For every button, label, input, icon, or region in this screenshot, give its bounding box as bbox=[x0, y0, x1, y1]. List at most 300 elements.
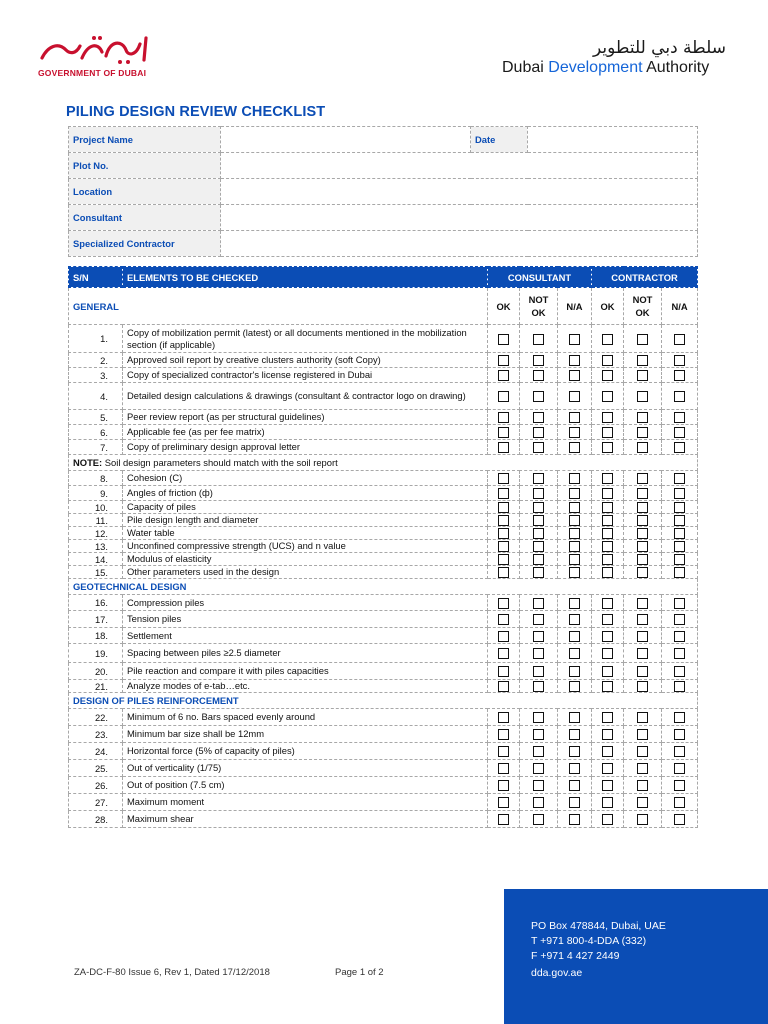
consultant-ok-checkbox[interactable] bbox=[498, 502, 509, 513]
contractor-na-checkbox[interactable] bbox=[674, 681, 685, 692]
consultant-not-ok-cell bbox=[520, 794, 558, 811]
location-field[interactable] bbox=[221, 179, 698, 205]
contractor-ok-checkbox[interactable] bbox=[602, 554, 613, 565]
item-text: Applicable fee (as per fee matrix) bbox=[123, 425, 488, 440]
consultant-not-ok-checkbox[interactable] bbox=[533, 614, 544, 625]
consultant-ok-checkbox[interactable] bbox=[498, 427, 509, 438]
contractor-not-ok-checkbox[interactable] bbox=[637, 729, 648, 740]
checklist-table bbox=[68, 266, 698, 828]
contractor-ok-checkbox[interactable] bbox=[602, 528, 613, 539]
consultant-na-cell bbox=[558, 540, 592, 553]
item-text: Out of position (7.5 cm) bbox=[123, 777, 488, 794]
consultant-na-checkbox[interactable] bbox=[569, 473, 580, 484]
table-row bbox=[69, 368, 698, 383]
consultant-not-ok-checkbox[interactable] bbox=[533, 631, 544, 642]
contractor-not-ok-cell bbox=[624, 471, 662, 486]
item-sn: 2. bbox=[69, 353, 123, 368]
consultant-ok-checkbox[interactable] bbox=[498, 631, 509, 642]
consultant-ok-cell bbox=[488, 325, 520, 353]
consultant-na-cell bbox=[558, 553, 592, 566]
contractor-ok-checkbox[interactable] bbox=[602, 729, 613, 740]
contractor-na-checkbox[interactable] bbox=[674, 648, 685, 659]
consultant-ok-checkbox[interactable] bbox=[498, 554, 509, 565]
consultant-not-ok-checkbox[interactable] bbox=[533, 567, 544, 578]
contractor-not-ok-cell bbox=[624, 777, 662, 794]
contractor-na-checkbox[interactable] bbox=[674, 442, 685, 453]
contractor-na-cell bbox=[662, 663, 698, 680]
contractor-header: CONTRACTOR bbox=[592, 267, 698, 288]
consultant-na-cell bbox=[558, 595, 592, 611]
contractor-na-checkbox[interactable] bbox=[674, 729, 685, 740]
item-sn: 9. bbox=[69, 486, 123, 501]
item-sn: 25. bbox=[69, 760, 123, 777]
contractor-ok-checkbox[interactable] bbox=[602, 334, 613, 345]
item-sn: 16. bbox=[69, 595, 123, 611]
contractor-option-not-ok: NOT OK bbox=[624, 288, 662, 325]
consultant-ok-checkbox[interactable] bbox=[498, 515, 509, 526]
specialized-contractor-field[interactable] bbox=[221, 231, 698, 257]
contractor-na-checkbox[interactable] bbox=[674, 598, 685, 609]
consultant-ok-checkbox[interactable] bbox=[498, 334, 509, 345]
table-row bbox=[69, 514, 698, 527]
government-of-dubai-text: GOVERNMENT OF DUBAI bbox=[38, 68, 147, 78]
table-row bbox=[69, 527, 698, 540]
contractor-not-ok-checkbox[interactable] bbox=[637, 746, 648, 757]
item-sn: 8. bbox=[69, 471, 123, 486]
table-row bbox=[69, 501, 698, 514]
consultant-not-ok-checkbox[interactable] bbox=[533, 355, 544, 366]
consultant-ok-checkbox[interactable] bbox=[498, 729, 509, 740]
government-of-dubai-arabic-logo bbox=[36, 32, 154, 66]
consultant-ok-checkbox[interactable] bbox=[498, 681, 509, 692]
consultant-not-ok-cell bbox=[520, 743, 558, 760]
consultant-ok-checkbox[interactable] bbox=[498, 567, 509, 578]
item-text: Maximum shear bbox=[123, 811, 488, 828]
contractor-ok-cell bbox=[592, 527, 624, 540]
contractor-not-ok-checkbox[interactable] bbox=[637, 681, 648, 692]
dda-name-development: Development bbox=[548, 59, 643, 76]
item-sn: 4. bbox=[69, 383, 123, 410]
contractor-na-checkbox[interactable] bbox=[674, 814, 685, 825]
consultant-ok-checkbox[interactable] bbox=[498, 712, 509, 723]
item-text: Other parameters used in the design bbox=[123, 566, 488, 579]
contractor-not-ok-checkbox[interactable] bbox=[637, 427, 648, 438]
consultant-ok-checkbox[interactable] bbox=[498, 473, 509, 484]
consultant-na-checkbox[interactable] bbox=[569, 502, 580, 513]
contractor-not-ok-cell bbox=[624, 383, 662, 410]
contractor-ok-checkbox[interactable] bbox=[602, 598, 613, 609]
contractor-na-checkbox[interactable] bbox=[674, 515, 685, 526]
section-piles-reinforcement: DESIGN OF PILES REINFORCEMENT bbox=[69, 693, 698, 709]
consultant-not-ok-cell bbox=[520, 760, 558, 777]
consultant-na-checkbox[interactable] bbox=[569, 391, 580, 402]
consultant-na-cell bbox=[558, 644, 592, 663]
contractor-not-ok-checkbox[interactable] bbox=[637, 442, 648, 453]
contractor-not-ok-checkbox[interactable] bbox=[637, 814, 648, 825]
contractor-not-ok-cell bbox=[624, 709, 662, 726]
contractor-ok-checkbox[interactable] bbox=[602, 780, 613, 791]
table-row bbox=[69, 644, 698, 663]
consultant-na-cell bbox=[558, 501, 592, 514]
contractor-ok-checkbox[interactable] bbox=[602, 502, 613, 513]
dda-english-name bbox=[502, 59, 709, 77]
contractor-ok-cell bbox=[592, 325, 624, 353]
consultant-not-ok-checkbox[interactable] bbox=[533, 502, 544, 513]
contractor-not-ok-cell bbox=[624, 628, 662, 644]
consultant-ok-checkbox[interactable] bbox=[498, 541, 509, 552]
contractor-not-ok-checkbox[interactable] bbox=[637, 370, 648, 381]
consultant-na-checkbox[interactable] bbox=[569, 442, 580, 453]
consultant-not-ok-checkbox[interactable] bbox=[533, 780, 544, 791]
consultant-not-ok-checkbox[interactable] bbox=[533, 598, 544, 609]
contractor-ok-checkbox[interactable] bbox=[602, 488, 613, 499]
contractor-ok-checkbox[interactable] bbox=[602, 541, 613, 552]
consultant-ok-checkbox[interactable] bbox=[498, 391, 509, 402]
contractor-na-checkbox[interactable] bbox=[674, 746, 685, 757]
consultant-na-checkbox[interactable] bbox=[569, 412, 580, 423]
consultant-ok-cell bbox=[488, 811, 520, 828]
contractor-na-cell bbox=[662, 644, 698, 663]
consultant-not-ok-checkbox[interactable] bbox=[533, 528, 544, 539]
consultant-ok-checkbox[interactable] bbox=[498, 370, 509, 381]
table-row bbox=[69, 486, 698, 501]
consultant-na-checkbox[interactable] bbox=[569, 797, 580, 808]
consultant-ok-cell bbox=[488, 566, 520, 579]
contractor-na-checkbox[interactable] bbox=[674, 554, 685, 565]
contractor-na-checkbox[interactable] bbox=[674, 797, 685, 808]
consultant-ok-checkbox[interactable] bbox=[498, 614, 509, 625]
table-row bbox=[69, 553, 698, 566]
consultant-na-checkbox[interactable] bbox=[569, 370, 580, 381]
contractor-na-checkbox[interactable] bbox=[674, 631, 685, 642]
contractor-not-ok-checkbox[interactable] bbox=[637, 554, 648, 565]
consultant-ok-cell bbox=[488, 726, 520, 743]
contractor-na-checkbox[interactable] bbox=[674, 541, 685, 552]
consultant-not-ok-checkbox[interactable] bbox=[533, 814, 544, 825]
table-row bbox=[69, 410, 698, 425]
item-sn: 15. bbox=[69, 566, 123, 579]
contractor-na-checkbox[interactable] bbox=[674, 473, 685, 484]
contractor-not-ok-checkbox[interactable] bbox=[637, 666, 648, 677]
plot-no-field[interactable] bbox=[221, 153, 698, 179]
contractor-not-ok-cell bbox=[624, 325, 662, 353]
consultant-not-ok-cell bbox=[520, 368, 558, 383]
consultant-not-ok-checkbox[interactable] bbox=[533, 391, 544, 402]
contractor-ok-cell bbox=[592, 368, 624, 383]
contractor-na-checkbox[interactable] bbox=[674, 355, 685, 366]
contractor-not-ok-checkbox[interactable] bbox=[637, 488, 648, 499]
consultant-not-ok-checkbox[interactable] bbox=[533, 797, 544, 808]
consultant-header: CONSULTANT bbox=[488, 267, 592, 288]
contractor-ok-checkbox[interactable] bbox=[602, 648, 613, 659]
consultant-not-ok-cell bbox=[520, 440, 558, 455]
consultant-na-checkbox[interactable] bbox=[569, 814, 580, 825]
consultant-not-ok-checkbox[interactable] bbox=[533, 666, 544, 677]
contractor-not-ok-cell bbox=[624, 368, 662, 383]
consultant-not-ok-checkbox[interactable] bbox=[533, 473, 544, 484]
consultant-na-checkbox[interactable] bbox=[569, 567, 580, 578]
contractor-not-ok-checkbox[interactable] bbox=[637, 567, 648, 578]
consultant-na-cell bbox=[558, 726, 592, 743]
contractor-not-ok-checkbox[interactable] bbox=[637, 515, 648, 526]
consultant-na-checkbox[interactable] bbox=[569, 712, 580, 723]
item-text: Pile design length and diameter bbox=[123, 514, 488, 527]
item-text: Peer review report (as per structural guidelines) bbox=[123, 410, 488, 425]
item-sn: 13. bbox=[69, 540, 123, 553]
item-sn: 11. bbox=[69, 514, 123, 527]
note-text: Soil design parameters should match with the soil report bbox=[102, 457, 338, 468]
consultant-na-checkbox[interactable] bbox=[569, 746, 580, 757]
contractor-not-ok-cell bbox=[624, 440, 662, 455]
consultant-na-checkbox[interactable] bbox=[569, 528, 580, 539]
contractor-not-ok-cell bbox=[624, 663, 662, 680]
consultant-na-checkbox[interactable] bbox=[569, 614, 580, 625]
contractor-not-ok-checkbox[interactable] bbox=[637, 391, 648, 402]
consultant-na-checkbox[interactable] bbox=[569, 729, 580, 740]
contractor-option-ok: OK bbox=[592, 288, 624, 325]
contractor-ok-cell bbox=[592, 611, 624, 628]
consultant-na-cell bbox=[558, 628, 592, 644]
item-text: Modulus of elasticity bbox=[123, 553, 488, 566]
contractor-na-checkbox[interactable] bbox=[674, 412, 685, 423]
contractor-not-ok-cell bbox=[624, 566, 662, 579]
consultant-not-ok-checkbox[interactable] bbox=[533, 515, 544, 526]
contractor-na-checkbox[interactable] bbox=[674, 488, 685, 499]
consultant-na-checkbox[interactable] bbox=[569, 355, 580, 366]
consultant-not-ok-checkbox[interactable] bbox=[533, 427, 544, 438]
contractor-ok-checkbox[interactable] bbox=[602, 614, 613, 625]
consultant-ok-checkbox[interactable] bbox=[498, 814, 509, 825]
consultant-na-checkbox[interactable] bbox=[569, 763, 580, 774]
government-of-dubai-logo bbox=[36, 32, 154, 82]
consultant-na-cell bbox=[558, 486, 592, 501]
consultant-na-checkbox[interactable] bbox=[569, 488, 580, 499]
consultant-ok-cell bbox=[488, 410, 520, 425]
table-row bbox=[69, 440, 698, 455]
contractor-ok-checkbox[interactable] bbox=[602, 797, 613, 808]
contractor-na-cell bbox=[662, 540, 698, 553]
contractor-na-cell bbox=[662, 777, 698, 794]
consultant-not-ok-cell bbox=[520, 553, 558, 566]
contractor-not-ok-cell bbox=[624, 680, 662, 693]
consultant-not-ok-checkbox[interactable] bbox=[533, 541, 544, 552]
table-row bbox=[69, 566, 698, 579]
project-info-table bbox=[68, 126, 698, 257]
consultant-ok-checkbox[interactable] bbox=[498, 780, 509, 791]
consultant-ok-checkbox[interactable] bbox=[498, 412, 509, 423]
consultant-not-ok-cell bbox=[520, 595, 558, 611]
consultant-na-checkbox[interactable] bbox=[569, 554, 580, 565]
consultant-na-checkbox[interactable] bbox=[569, 598, 580, 609]
consultant-ok-checkbox[interactable] bbox=[498, 488, 509, 499]
contractor-ok-checkbox[interactable] bbox=[602, 712, 613, 723]
consultant-not-ok-checkbox[interactable] bbox=[533, 712, 544, 723]
table-row bbox=[69, 743, 698, 760]
contractor-na-checkbox[interactable] bbox=[674, 567, 685, 578]
contractor-na-cell bbox=[662, 425, 698, 440]
consultant-ok-checkbox[interactable] bbox=[498, 666, 509, 677]
item-text: Settlement bbox=[123, 628, 488, 644]
consultant-not-ok-checkbox[interactable] bbox=[533, 334, 544, 345]
consultant-na-checkbox[interactable] bbox=[569, 427, 580, 438]
consultant-not-ok-checkbox[interactable] bbox=[533, 746, 544, 757]
section-geotechnical-design: GEOTECHNICAL DESIGN bbox=[69, 579, 698, 595]
contractor-na-checkbox[interactable] bbox=[674, 427, 685, 438]
consultant-not-ok-checkbox[interactable] bbox=[533, 648, 544, 659]
contractor-na-checkbox[interactable] bbox=[674, 763, 685, 774]
contractor-ok-cell bbox=[592, 501, 624, 514]
consultant-not-ok-checkbox[interactable] bbox=[533, 442, 544, 453]
contractor-ok-checkbox[interactable] bbox=[602, 412, 613, 423]
contractor-ok-checkbox[interactable] bbox=[602, 763, 613, 774]
contractor-not-ok-checkbox[interactable] bbox=[637, 473, 648, 484]
contractor-ok-checkbox[interactable] bbox=[602, 666, 613, 677]
contractor-not-ok-checkbox[interactable] bbox=[637, 355, 648, 366]
consultant-not-ok-checkbox[interactable] bbox=[533, 763, 544, 774]
consultant-not-ok-checkbox[interactable] bbox=[533, 488, 544, 499]
consultant-option-not-ok: NOT OK bbox=[520, 288, 558, 325]
contractor-ok-checkbox[interactable] bbox=[602, 631, 613, 642]
plot-no-label: Plot No. bbox=[69, 153, 221, 179]
consultant-option-na: N/A bbox=[558, 288, 592, 325]
table-row bbox=[69, 611, 698, 628]
table-row bbox=[69, 760, 698, 777]
table-row bbox=[69, 726, 698, 743]
item-sn: 10. bbox=[69, 501, 123, 514]
consultant-not-ok-checkbox[interactable] bbox=[533, 681, 544, 692]
contractor-not-ok-checkbox[interactable] bbox=[637, 631, 648, 642]
contractor-ok-checkbox[interactable] bbox=[602, 746, 613, 757]
consultant-ok-checkbox[interactable] bbox=[498, 442, 509, 453]
contractor-not-ok-checkbox[interactable] bbox=[637, 541, 648, 552]
consultant-ok-checkbox[interactable] bbox=[498, 528, 509, 539]
contractor-ok-checkbox[interactable] bbox=[602, 681, 613, 692]
contractor-ok-checkbox[interactable] bbox=[602, 442, 613, 453]
consultant-ok-cell bbox=[488, 353, 520, 368]
contractor-na-checkbox[interactable] bbox=[674, 666, 685, 677]
contractor-ok-cell bbox=[592, 760, 624, 777]
contractor-not-ok-cell bbox=[624, 425, 662, 440]
contractor-ok-checkbox[interactable] bbox=[602, 370, 613, 381]
contractor-not-ok-checkbox[interactable] bbox=[637, 780, 648, 791]
date-field[interactable] bbox=[528, 127, 698, 153]
contractor-not-ok-checkbox[interactable] bbox=[637, 334, 648, 345]
contractor-not-ok-checkbox[interactable] bbox=[637, 598, 648, 609]
consultant-na-checkbox[interactable] bbox=[569, 780, 580, 791]
contractor-na-checkbox[interactable] bbox=[674, 712, 685, 723]
consultant-not-ok-checkbox[interactable] bbox=[533, 729, 544, 740]
contractor-not-ok-checkbox[interactable] bbox=[637, 614, 648, 625]
contractor-ok-checkbox[interactable] bbox=[602, 355, 613, 366]
consultant-not-ok-cell bbox=[520, 709, 558, 726]
item-text: Unconfined compressive strength (UCS) and n value bbox=[123, 540, 488, 553]
project-name-field[interactable] bbox=[221, 127, 471, 153]
consultant-not-ok-cell bbox=[520, 566, 558, 579]
consultant-na-cell bbox=[558, 760, 592, 777]
contractor-not-ok-checkbox[interactable] bbox=[637, 648, 648, 659]
consultant-ok-cell bbox=[488, 425, 520, 440]
consultant-not-ok-checkbox[interactable] bbox=[533, 412, 544, 423]
contractor-ok-checkbox[interactable] bbox=[602, 814, 613, 825]
contractor-ok-cell bbox=[592, 514, 624, 527]
consultant-ok-checkbox[interactable] bbox=[498, 648, 509, 659]
contractor-not-ok-checkbox[interactable] bbox=[637, 412, 648, 423]
consultant-ok-cell bbox=[488, 628, 520, 644]
contractor-not-ok-checkbox[interactable] bbox=[637, 763, 648, 774]
website-link[interactable]: dda.gov.ae bbox=[531, 967, 583, 979]
item-text: Copy of mobilization permit (latest) or all documents mentioned in the mobilization section (if applicable) bbox=[123, 325, 488, 353]
contractor-na-cell bbox=[662, 611, 698, 628]
consultant-na-cell bbox=[558, 777, 592, 794]
item-sn: 12. bbox=[69, 527, 123, 540]
project-name-label: Project Name bbox=[69, 127, 221, 153]
consultant-na-checkbox[interactable] bbox=[569, 681, 580, 692]
contractor-not-ok-checkbox[interactable] bbox=[637, 502, 648, 513]
contractor-not-ok-checkbox[interactable] bbox=[637, 797, 648, 808]
consultant-ok-cell bbox=[488, 501, 520, 514]
contractor-ok-checkbox[interactable] bbox=[602, 515, 613, 526]
table-row bbox=[69, 471, 698, 486]
contractor-not-ok-checkbox[interactable] bbox=[637, 712, 648, 723]
consultant-ok-cell bbox=[488, 680, 520, 693]
contractor-na-cell bbox=[662, 760, 698, 777]
contractor-na-checkbox[interactable] bbox=[674, 391, 685, 402]
contractor-ok-cell bbox=[592, 644, 624, 663]
contractor-not-ok-checkbox[interactable] bbox=[637, 528, 648, 539]
item-sn: 7. bbox=[69, 440, 123, 455]
contractor-na-checkbox[interactable] bbox=[674, 780, 685, 791]
contractor-ok-checkbox[interactable] bbox=[602, 473, 613, 484]
consultant-ok-checkbox[interactable] bbox=[498, 598, 509, 609]
consultant-not-ok-cell bbox=[520, 383, 558, 410]
consultant-na-checkbox[interactable] bbox=[569, 515, 580, 526]
consultant-ok-checkbox[interactable] bbox=[498, 763, 509, 774]
contractor-not-ok-cell bbox=[624, 486, 662, 501]
contractor-na-checkbox[interactable] bbox=[674, 370, 685, 381]
consultant-na-checkbox[interactable] bbox=[569, 631, 580, 642]
consultant-field[interactable] bbox=[221, 205, 698, 231]
contractor-na-cell bbox=[662, 566, 698, 579]
contractor-not-ok-cell bbox=[624, 811, 662, 828]
consultant-na-checkbox[interactable] bbox=[569, 541, 580, 552]
consultant-not-ok-checkbox[interactable] bbox=[533, 370, 544, 381]
consultant-na-checkbox[interactable] bbox=[569, 334, 580, 345]
item-sn: 19. bbox=[69, 644, 123, 663]
contractor-na-checkbox[interactable] bbox=[674, 528, 685, 539]
contractor-ok-checkbox[interactable] bbox=[602, 427, 613, 438]
contractor-na-cell bbox=[662, 811, 698, 828]
specialized-contractor-label: Specialized Contractor bbox=[69, 231, 221, 257]
consultant-ok-cell bbox=[488, 644, 520, 663]
contractor-ok-checkbox[interactable] bbox=[602, 567, 613, 578]
consultant-not-ok-cell bbox=[520, 410, 558, 425]
consultant-na-checkbox[interactable] bbox=[569, 648, 580, 659]
consultant-ok-checkbox[interactable] bbox=[498, 797, 509, 808]
dda-logo bbox=[500, 38, 740, 82]
contractor-na-checkbox[interactable] bbox=[674, 502, 685, 513]
consultant-ok-checkbox[interactable] bbox=[498, 355, 509, 366]
consultant-ok-checkbox[interactable] bbox=[498, 746, 509, 757]
consultant-na-checkbox[interactable] bbox=[569, 666, 580, 677]
consultant-not-ok-checkbox[interactable] bbox=[533, 554, 544, 565]
contractor-na-cell bbox=[662, 410, 698, 425]
contractor-na-checkbox[interactable] bbox=[674, 614, 685, 625]
contractor-ok-cell bbox=[592, 486, 624, 501]
contractor-ok-checkbox[interactable] bbox=[602, 391, 613, 402]
item-text: Pile reaction and compare it with piles capacities bbox=[123, 663, 488, 680]
consultant-not-ok-cell bbox=[520, 325, 558, 353]
contractor-na-checkbox[interactable] bbox=[674, 334, 685, 345]
